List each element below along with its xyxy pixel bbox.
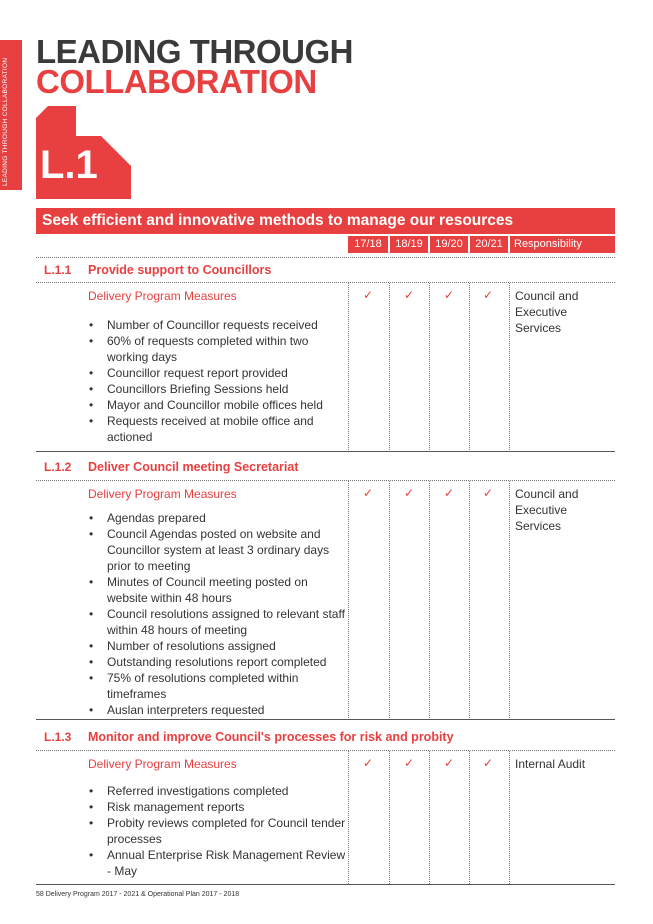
check-icon: ✓ [362, 288, 374, 302]
page-title-line-2: COLLABORATION [36, 63, 317, 100]
measures-label: Delivery Program Measures [88, 487, 237, 501]
divider [36, 750, 615, 751]
column-divider [469, 283, 470, 450]
goal-banner [36, 208, 615, 234]
measures-label: Delivery Program Measures [88, 289, 237, 303]
measures-list [88, 510, 346, 718]
list-item: • Council Agendas posted on website and Councillor system at least 3 ordinary days prior to meeting [88, 526, 346, 574]
check-icon: ✓ [403, 288, 415, 302]
page-footer: 58 Delivery Program 2017 - 2021 & Operational Plan 2017 - 2018 [36, 891, 240, 898]
section-number: L.1.3 [44, 730, 72, 744]
column-header-responsibility: Responsibility [510, 236, 615, 253]
side-tab-label: LEADING THROUGH COLLABORATION [2, 57, 9, 186]
measures-list [88, 783, 346, 879]
list-item: • Requests received at mobile office and actioned [88, 413, 346, 445]
list-item: • Outstanding resolutions report completed [88, 654, 346, 670]
column-divider [348, 283, 349, 450]
responsibility-text: Internal Audit [515, 757, 586, 771]
responsibility-text: Council and Executive Services [515, 487, 579, 533]
check-icon: ✓ [403, 756, 415, 770]
column-divider [389, 283, 390, 450]
list-item: • Auslan interpreters requested [88, 702, 346, 718]
list-item: • Referred investigations completed [88, 783, 346, 799]
column-divider [389, 481, 390, 718]
check-icon: ✓ [443, 288, 455, 302]
list-item: • 75% of resolutions completed within timeframes [88, 670, 346, 702]
check-icon: ✓ [443, 756, 455, 770]
check-icon: ✓ [362, 486, 374, 500]
column-divider [389, 751, 390, 884]
divider [36, 282, 615, 283]
check-icon: ✓ [403, 486, 415, 500]
list-item: • Minutes of Council meeting posted on website within 48 hours [88, 574, 346, 606]
check-icon: ✓ [443, 486, 455, 500]
page-title-line-1: LEADING THROUGH [36, 33, 353, 70]
section-divider [36, 884, 615, 885]
section-number: L.1.1 [44, 263, 72, 277]
check-icon: ✓ [362, 756, 374, 770]
check-icon: ✓ [482, 756, 494, 770]
section-title: Provide support to Councillors [88, 263, 272, 277]
list-item: • Probity reviews completed for Council tender processes [88, 815, 346, 847]
divider [36, 480, 615, 481]
list-item: • Number of Councillor requests received [88, 317, 346, 333]
check-icon: ✓ [482, 288, 494, 302]
column-divider [509, 751, 510, 884]
column-divider [348, 481, 349, 718]
section-title: Monitor and improve Council's processes for risk and probity [88, 730, 454, 744]
column-divider [429, 481, 430, 718]
column-header-2021: 20/21 [470, 236, 508, 253]
section-badge-label: L.1 [40, 143, 98, 187]
responsibility-text: Council and Executive Services [515, 289, 579, 335]
list-item: • Agendas prepared [88, 510, 346, 526]
goal-banner-text: Seek efficient and innovative methods to manage our resources [42, 212, 514, 229]
section-title: Deliver Council meeting Secretariat [88, 460, 299, 474]
column-divider [509, 481, 510, 718]
section-number: L.1.2 [44, 460, 72, 474]
column-divider [469, 751, 470, 884]
list-item: • Council resolutions assigned to relevant staff within 48 hours of meeting [88, 606, 346, 638]
column-divider [429, 283, 430, 450]
column-divider [509, 283, 510, 450]
column-header-1920: 19/20 [430, 236, 468, 253]
section-divider [36, 719, 615, 720]
list-item: • Annual Enterprise Risk Management Review - May [88, 847, 346, 879]
measures-list [88, 317, 346, 445]
check-icon: ✓ [482, 486, 494, 500]
list-item: • Mayor and Councillor mobile offices held [88, 397, 346, 413]
column-divider [469, 481, 470, 718]
column-header-1718: 17/18 [348, 236, 388, 253]
section-divider [36, 451, 615, 452]
column-divider [348, 751, 349, 884]
measures-label: Delivery Program Measures [88, 757, 237, 771]
list-item: • Number of resolutions assigned [88, 638, 346, 654]
list-item: • Councillors Briefing Sessions held [88, 381, 346, 397]
column-divider [429, 751, 430, 884]
divider [36, 257, 615, 258]
list-item: • 60% of requests completed within two working days [88, 333, 346, 365]
list-item: • Councillor request report provided [88, 365, 346, 381]
list-item: • Risk management reports [88, 799, 346, 815]
column-header-1819: 18/19 [390, 236, 428, 253]
